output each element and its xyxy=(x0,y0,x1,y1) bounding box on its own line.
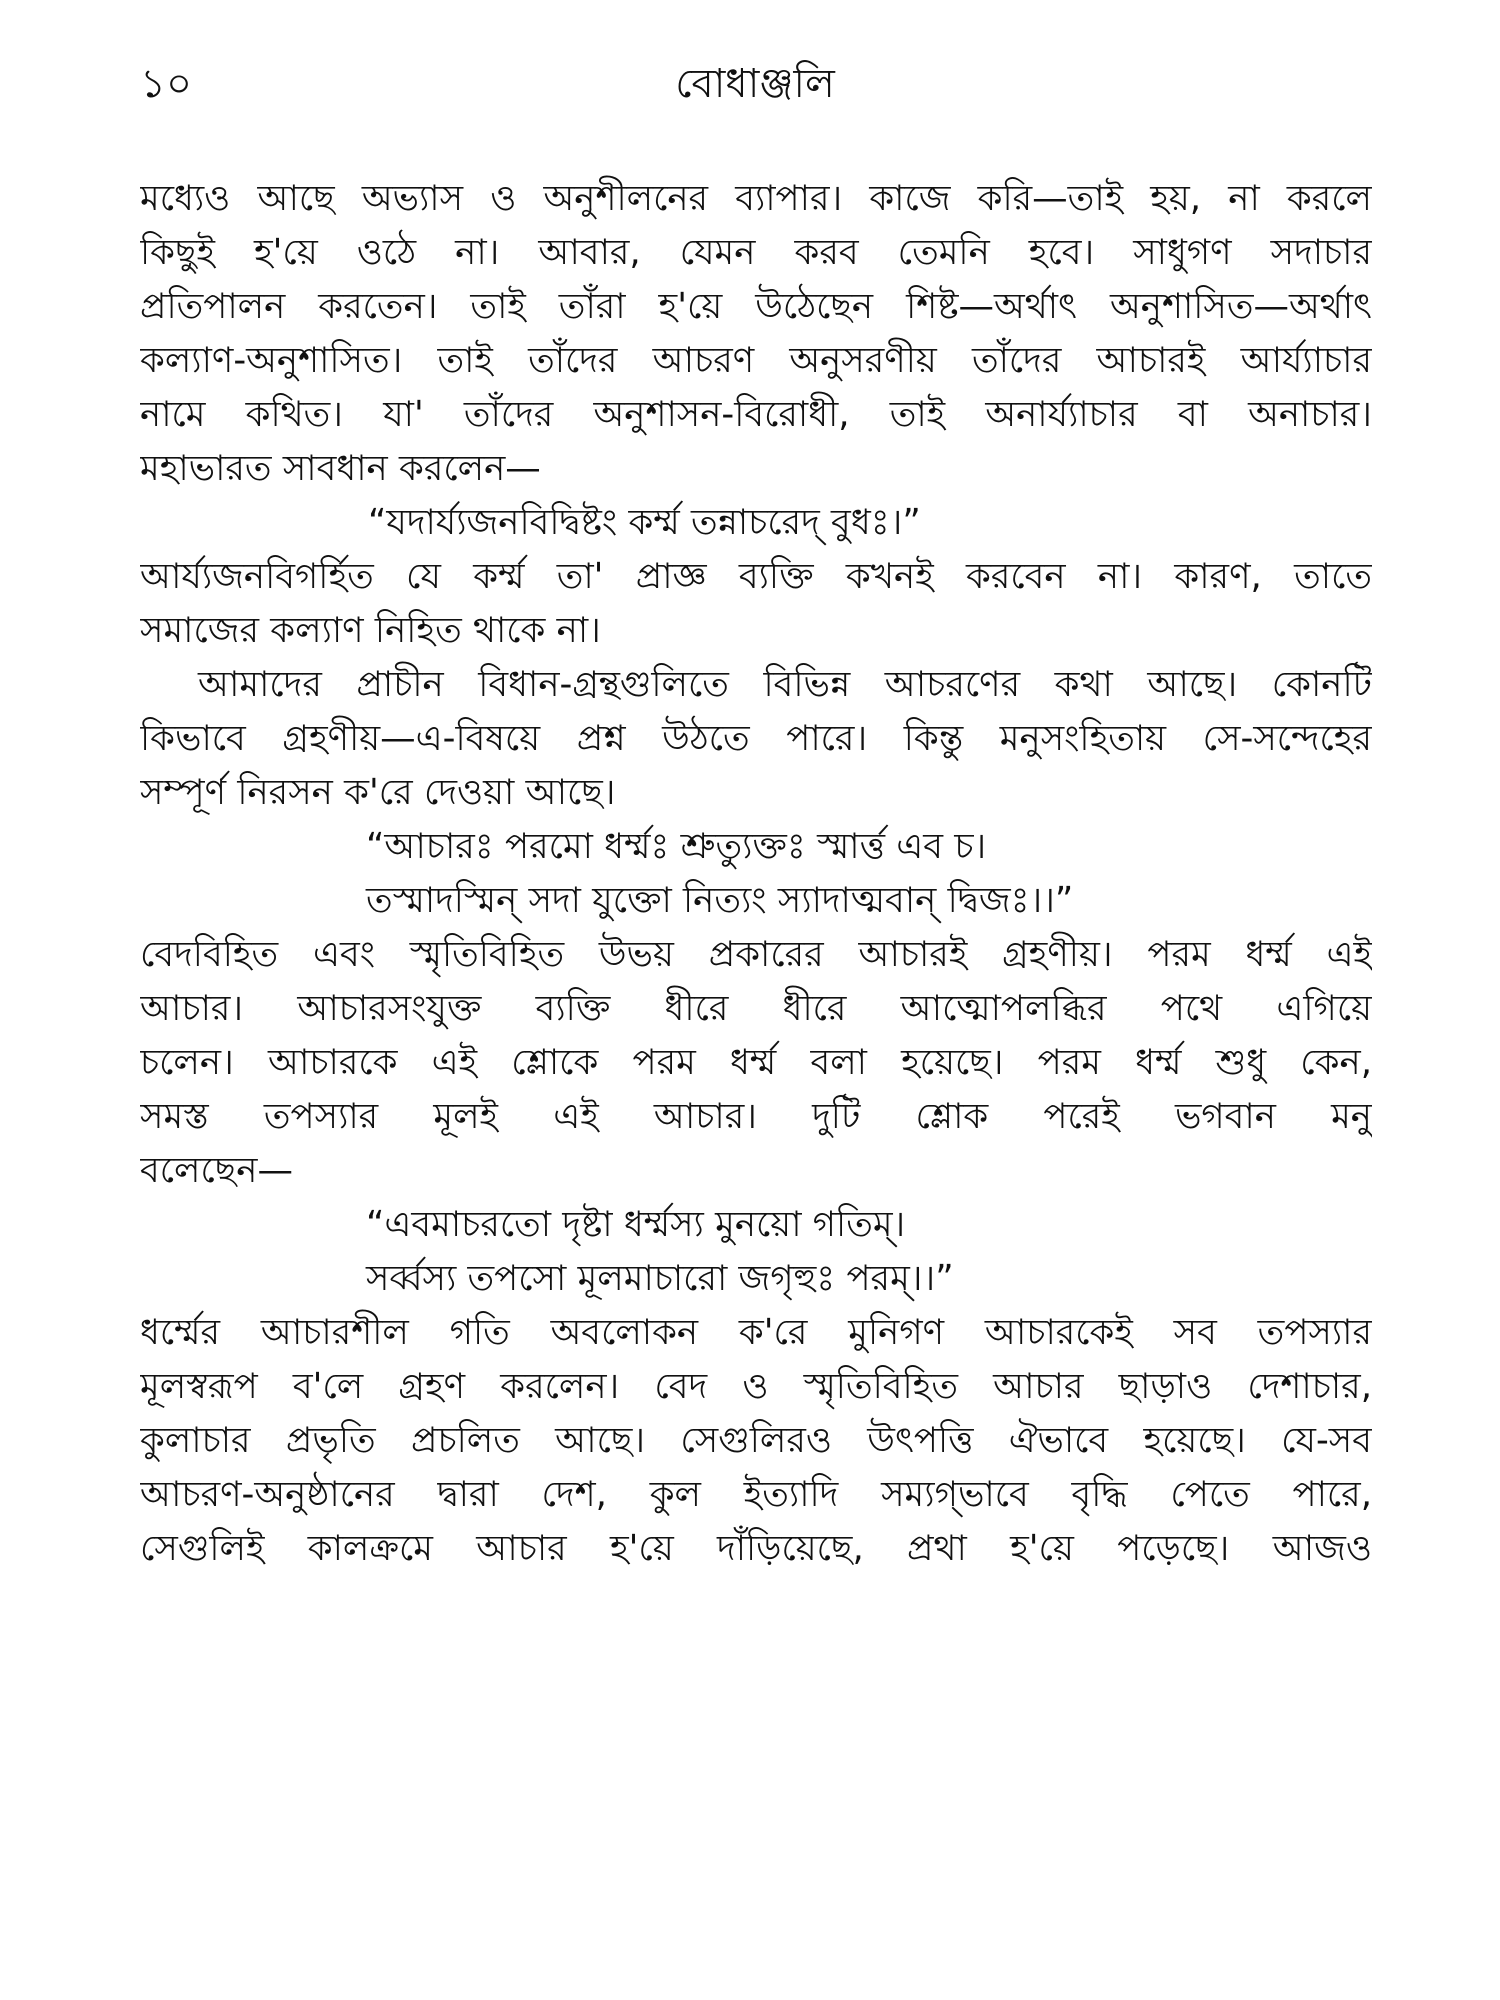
text-line: কুলাচার প্রভৃতি প্রচলিত আছে। সেগুলিরও উৎপত্তি ঐভাবে হয়েছে। যে-সব xyxy=(140,1420,1372,1461)
verse-line: “আচারঃ পরমো ধর্ম্মঃ শ্রুত্যুক্তঃ স্মার্ত্ত এব চ। xyxy=(366,826,987,867)
verse-line: “যদার্য্যজনবিদ্বিষ্টং কর্ম্ম তন্নাচরেদ্ বুধঃ।” xyxy=(368,502,921,543)
page-number: ১০ xyxy=(140,61,192,107)
text-line: প্রতিপালন করতেন। তাই তাঁরা হ'য়ে উঠেছেন শিষ্ট—অর্থাৎ অনুশাসিত—অর্থাৎ xyxy=(140,286,1372,327)
text-line: নামে কথিত। যা' তাঁদের অনুশাসন-বিরোধী, তাই অনার্য্যাচার বা অনাচার। xyxy=(140,394,1372,435)
verse-line: “এবমাচরতো দৃষ্টা ধর্ম্মস্য মুনয়ো গতিম্। xyxy=(366,1204,906,1245)
running-title: বোধাঞ্জলি xyxy=(675,61,835,107)
text-line: বলেছেন— xyxy=(140,1150,293,1191)
text-line: সম্পূর্ণ নিরসন ক'রে দেওয়া আছে। xyxy=(140,772,616,813)
text-line: ধর্ম্মের আচারশীল গতি অবলোকন ক'রে মুনিগণ আচারকেই সব তপস্যার xyxy=(140,1312,1372,1353)
text-line: মহাভারত সাবধান করলেন— xyxy=(140,448,541,489)
text-line: আচরণ-অনুষ্ঠানের দ্বারা দেশ, কুল ইত্যাদি সম্যগ্ভাবে বৃদ্ধি পেতে পারে, xyxy=(140,1474,1372,1515)
text-line: মূলস্বরূপ ব'লে গ্রহণ করলেন। বেদ ও স্মৃতিবিহিত আচার ছাড়াও দেশাচার, xyxy=(140,1366,1372,1407)
verse-line: তস্মাদস্মিন্ সদা যুক্তো নিত্যং স্যাদাত্মবান্ দ্বিজঃ।।” xyxy=(366,880,1074,921)
text-line: মধ্যেও আছে অভ্যাস ও অনুশীলনের ব্যাপার। কাজে করি—তাই হয়, না করলে xyxy=(140,178,1372,219)
text-line: কিভাবে গ্রহণীয়—এ-বিষয়ে প্রশ্ন উঠতে পারে। কিন্তু মনুসংহিতায় সে-সন্দেহের xyxy=(140,718,1372,759)
text-line: চলেন। আচারকে এই শ্লোকে পরম ধর্ম্ম বলা হয়েছে। পরম ধর্ম্ম শুধু কেন, xyxy=(140,1042,1372,1083)
text-line: আচার। আচারসংযুক্ত ব্যক্তি ধীরে ধীরে আত্মোপলব্ধির পথে এগিয়ে xyxy=(140,988,1372,1029)
text-line: সেগুলিই কালক্রমে আচার হ'য়ে দাঁড়িয়েছে, প্রথা হ'য়ে পড়েছে। আজও xyxy=(140,1528,1372,1569)
text-line: কল্যাণ-অনুশাসিত। তাই তাঁদের আচরণ অনুসরণীয় তাঁদের আচারই আর্য্যাচার xyxy=(140,340,1372,381)
text-line: সমস্ত তপস্যার মূলই এই আচার। দুটি শ্লোক পরেই ভগবান মনু xyxy=(140,1096,1372,1137)
text-line: কিছুই হ'য়ে ওঠে না। আবার, যেমন করব তেমনি হবে। সাধুগণ সদাচার xyxy=(140,232,1372,273)
verse-line: সর্ব্বস্য তপসো মূলমাচারো জগৃহুঃ পরম্।।” xyxy=(366,1258,954,1299)
body-text xyxy=(140,172,1372,1576)
text-line: বেদবিহিত এবং স্মৃতিবিহিত উভয় প্রকারের আচারই গ্রহণীয়। পরম ধর্ম্ম এই xyxy=(140,934,1372,975)
text-line: আর্য্যজনবিগর্হিত যে কর্ম্ম তা' প্রাজ্ঞ ব্যক্তি কখনই করবেন না। কারণ, তাতে xyxy=(140,556,1372,597)
paragraph-first-line: আমাদের প্রাচীন বিধান-গ্রন্থগুলিতে বিভিন্ন আচরণের কথা আছে। কোনটি xyxy=(198,664,1372,705)
page-header xyxy=(140,52,1370,112)
text-line: সমাজের কল্যাণ নিহিত থাকে না। xyxy=(140,610,601,651)
